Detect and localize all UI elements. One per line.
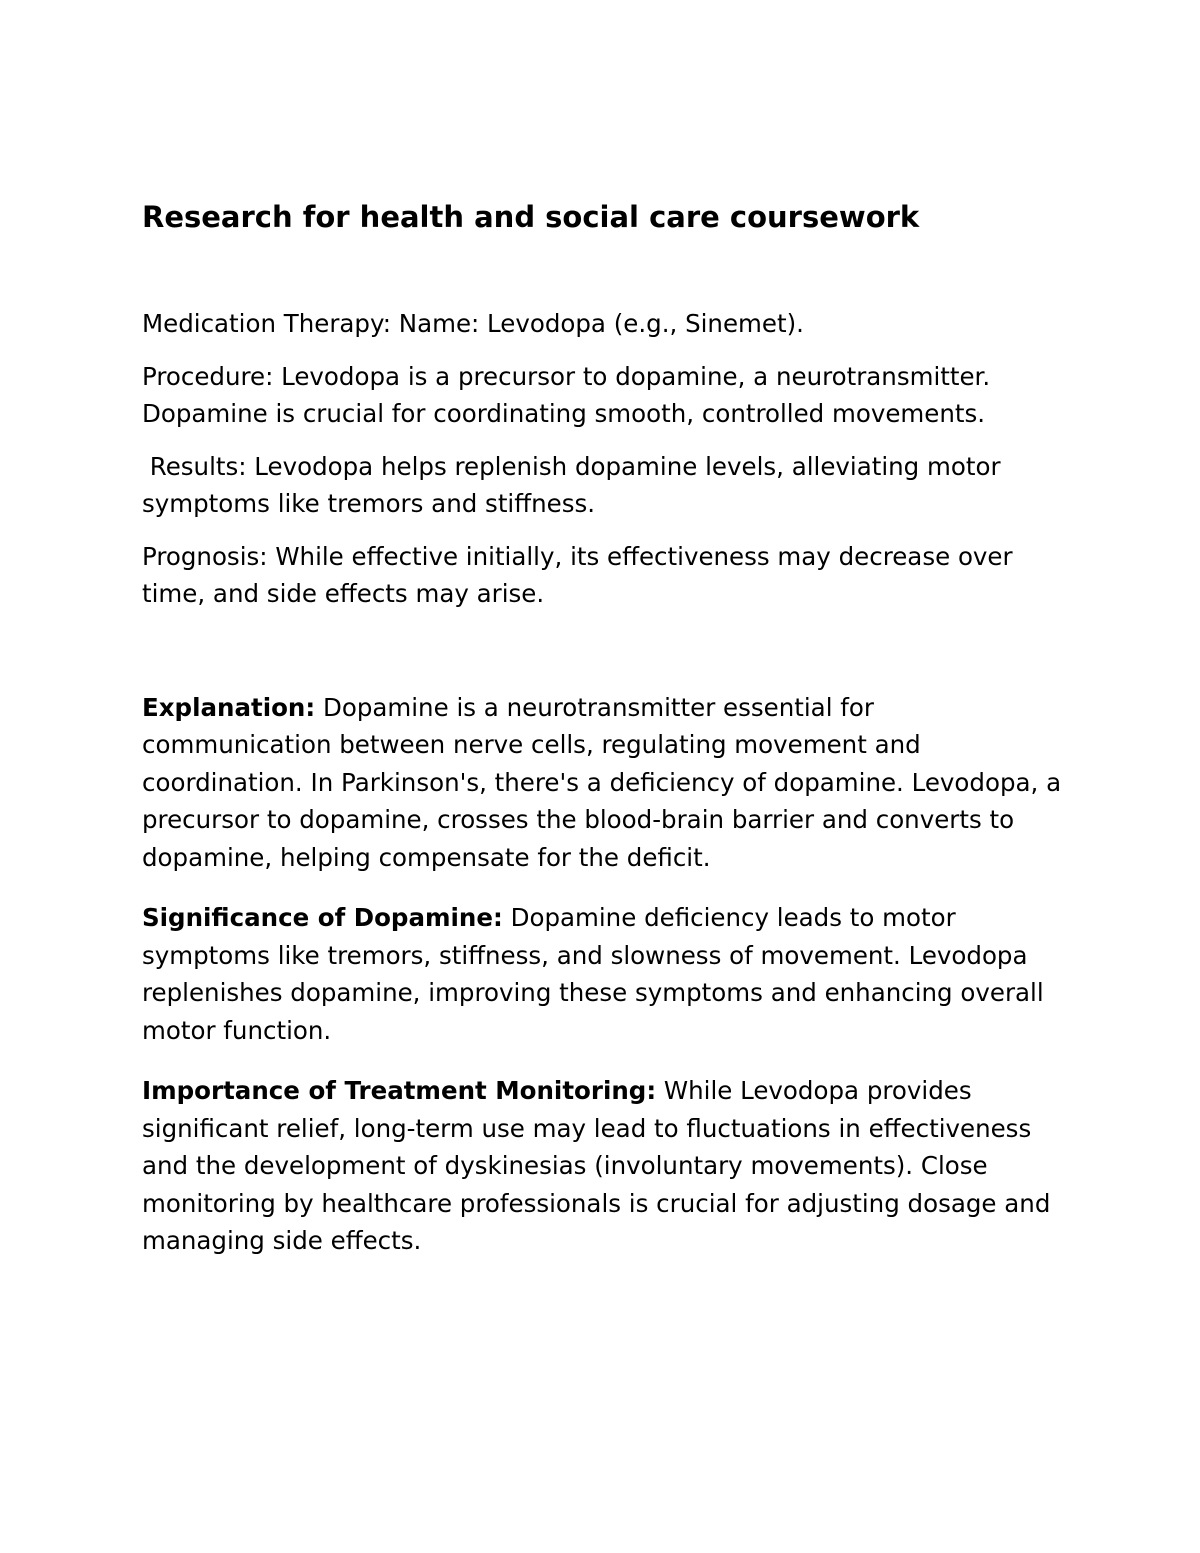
explanation-label: Explanation:	[142, 692, 316, 722]
procedure-paragraph: Procedure: Levodopa is a precursor to dopamine, a neurotransmitter. Dopamine is crucial for coordinating smooth, controlled movements.	[142, 361, 991, 428]
document-body	[142, 196, 1062, 1260]
medication-paragraph: Medication Therapy: Name: Levodopa (e.g., Sinemet).	[142, 309, 804, 338]
results-paragraph: Results: Levodopa helps replenish dopamine levels, alleviating motor symptoms like tremors and stiffness.	[142, 451, 1009, 518]
monitoring-label: Importance of Treatment Monitoring:	[142, 1076, 657, 1105]
significance-text: Dopamine deficiency leads to motor symptoms like tremors, stiffness, and slowness of movement. Levodopa replenishes dopamine, improving these symptoms and enhancing overall motor function.	[142, 903, 1044, 1045]
monitoring-paragraph	[142, 1072, 1062, 1260]
explanation-paragraph	[142, 689, 1062, 877]
significance-paragraph	[142, 899, 1062, 1049]
significance-label: Significance of Dopamine:	[142, 903, 503, 932]
prognosis-paragraph: Prognosis: While effective initially, its effectiveness may decrease over time, and side effects may arise.	[142, 541, 1013, 608]
monitoring-text: While Levodopa provides significant relief, long-term use may lead to fluctuations in effectiveness and the development of dyskinesias (involuntary movements). Close monitoring by healthcare professionals is crucial for adjusting dosage and managing side effects.	[142, 1076, 1051, 1255]
explanation-text: Dopamine is a neurotransmitter essential for communication between nerve cells, regulating movement and coordination. In Parkinson's, there's a deficiency of dopamine. Levodopa, a precursor to dopamine, crosses the blood-brain barrier and converts to dopamine, helping compensate for the deficit.	[142, 692, 1062, 872]
document-title: Research for health and social care coursework	[142, 200, 920, 234]
